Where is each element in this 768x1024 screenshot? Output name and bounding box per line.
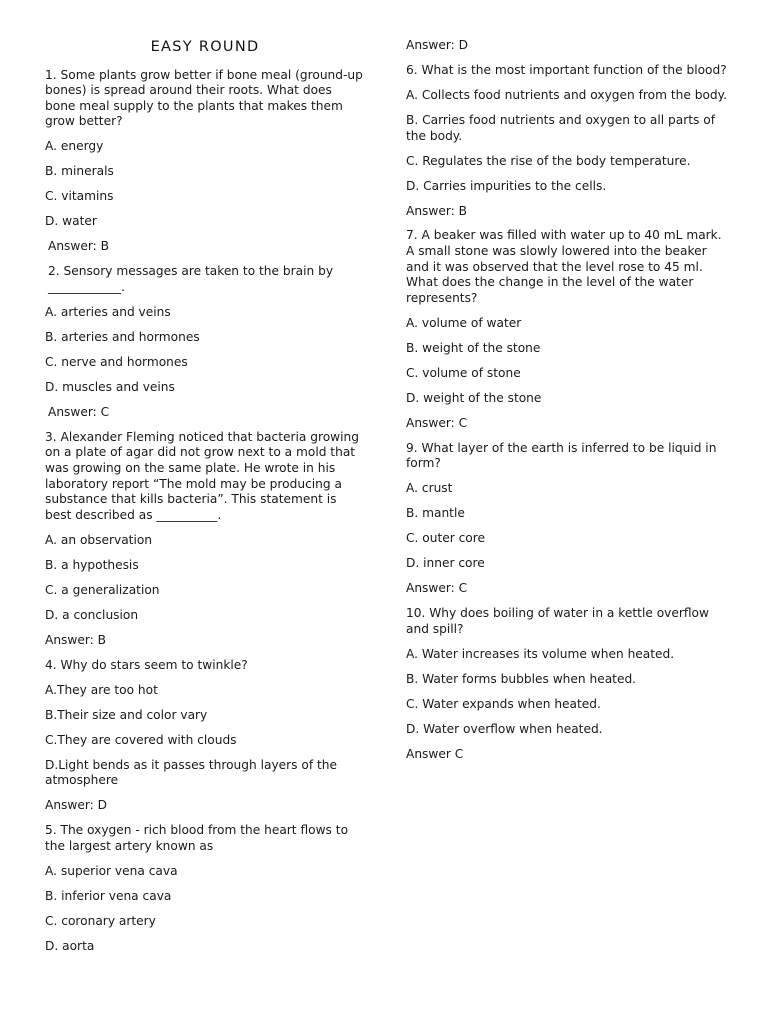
answer: Answer: B: [406, 203, 468, 218]
option-d: D. aorta: [45, 938, 95, 953]
option-b: B.Their size and color vary: [45, 707, 208, 722]
option-b: B. weight of the stone: [406, 340, 541, 355]
question-text: 4. Why do stars seem to twinkle?: [45, 657, 248, 672]
option-d: D. Carries impurities to the cells.: [406, 178, 607, 193]
option-c: C. Water expands when heated.: [406, 696, 601, 711]
option-d: D. weight of the stone: [406, 390, 542, 405]
answer: Answer: B: [48, 239, 110, 254]
question-6: [406, 63, 728, 219]
question-3: [45, 430, 365, 648]
option-c: C. volume of stone: [406, 365, 521, 380]
answer: Answer C: [406, 746, 464, 761]
option-b: B. arteries and hormones: [45, 329, 200, 344]
answer: Answer: B: [45, 632, 107, 647]
left-column: [45, 38, 365, 964]
option-c: C. a generalization: [45, 582, 160, 597]
question-2: [45, 264, 365, 420]
question-7: [406, 228, 728, 431]
question-text: 1. Some plants grow better if bone meal (ground-up bones) is spread around their roots. What does bone meal supply to the plants that makes them grow better?: [45, 67, 363, 129]
right-column: [406, 38, 728, 772]
option-d: D. a conclusion: [45, 607, 139, 622]
option-a: A.They are too hot: [45, 682, 158, 697]
option-b: B. minerals: [45, 164, 114, 179]
option-a: A. an observation: [45, 532, 153, 547]
option-a: A. Collects food nutrients and oxygen from the body.: [406, 87, 728, 102]
option-b: B. a hypothesis: [45, 557, 139, 572]
option-c: C.They are covered with clouds: [45, 732, 237, 747]
option-b: B. inferior vena cava: [45, 888, 172, 903]
answer: Answer: C: [406, 581, 468, 596]
answer: Answer: C: [48, 404, 110, 419]
question-text: 9. What layer of the earth is inferred to be liquid in form?: [406, 440, 717, 471]
question-text: 3. Alexander Fleming noticed that bacteria growing on a plate of agar did not grow next to a mold that was growing on the same plate. He wrote in his laboratory report “The mold may be producing a substance that kills bacteria”. This statement is best described as __________.: [45, 429, 359, 522]
option-b: B. mantle: [406, 506, 465, 521]
option-d: D. muscles and veins: [45, 379, 175, 394]
page-title: EASY ROUND: [150, 39, 260, 55]
question-4: [45, 658, 365, 814]
option-d: D. water: [45, 214, 97, 229]
option-c: C. Regulates the rise of the body temperature.: [406, 153, 691, 168]
option-a: A. arteries and veins: [45, 304, 171, 319]
question-10: [406, 606, 728, 762]
question-text: 2. Sensory messages are taken to the brain by ____________.: [48, 264, 334, 294]
question-1: [45, 68, 365, 255]
option-c: C. outer core: [406, 531, 485, 546]
option-b: B. Carries food nutrients and oxygen to all parts of the body.: [406, 112, 715, 143]
option-d: D.Light bends as it passes through layers of the atmosphere: [45, 757, 338, 788]
option-c: C. coronary artery: [45, 913, 156, 928]
option-a: A. crust: [406, 481, 453, 496]
answer: Answer: D: [406, 38, 469, 52]
question-9: [406, 441, 728, 597]
option-d: D. Water overflow when heated.: [406, 721, 603, 736]
option-a: A. Water increases its volume when heated.: [406, 646, 675, 661]
question-text: 7. A beaker was filled with water up to 40 mL mark. A small stone was slowly lowered into the beaker and it was observed that the level rose to 45 ml. What does the change in the level of the water represents?: [406, 228, 722, 305]
question-text: 5. The oxygen - rich blood from the heart flows to the largest artery known as: [45, 823, 349, 853]
question-text: 6. What is the most important function of the blood?: [406, 62, 727, 77]
answer: Answer: D: [45, 798, 108, 813]
option-c: C. nerve and hormones: [45, 354, 188, 369]
option-a: A. energy: [45, 139, 104, 154]
question-text: 10. Why does boiling of water in a kettle overflow and spill?: [406, 606, 709, 636]
option-c: C. vitamins: [45, 189, 114, 204]
option-d: D. inner core: [406, 556, 485, 571]
option-a: A. volume of water: [406, 315, 522, 330]
answer: Answer: C: [406, 415, 468, 430]
option-b: B. Water forms bubbles when heated.: [406, 671, 637, 686]
option-a: A. superior vena cava: [45, 863, 178, 878]
question-5: [45, 823, 365, 954]
